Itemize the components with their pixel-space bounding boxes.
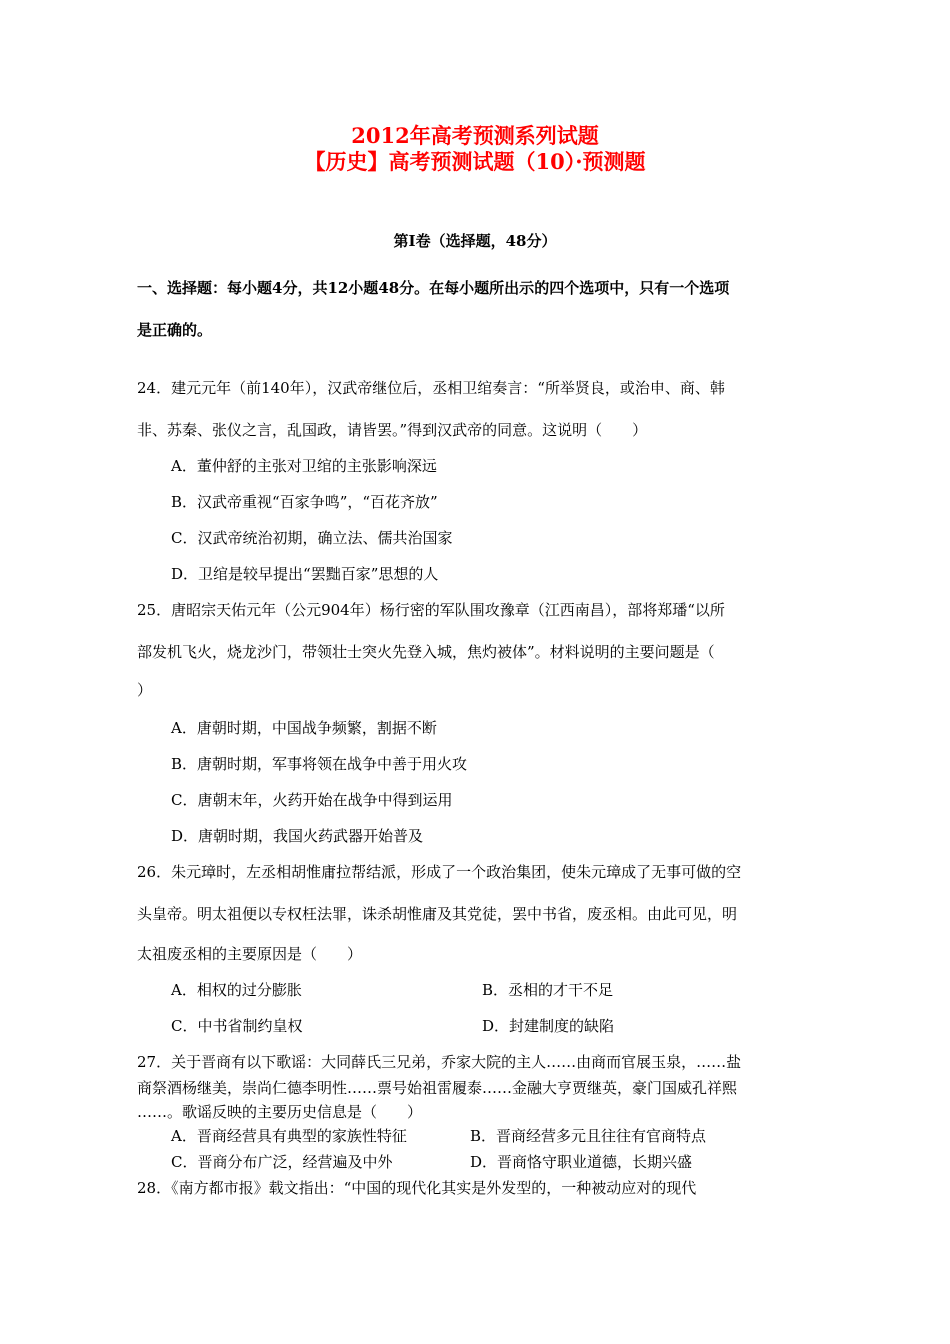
q25-option-c: C．唐朝末年，火药开始在战争中得到运用 bbox=[171, 791, 453, 809]
q24-option-d: D．卫绾是较早提出“罢黜百家”思想的人 bbox=[171, 565, 439, 583]
q26-option-a: A．相权的过分膨胀 bbox=[171, 981, 302, 999]
q26-stem-line-2: 头皇帝。明太祖便以专权枉法罪，诛杀胡惟庸及其党徒，罢中书省，废丞相。由此可见，明 bbox=[137, 905, 738, 923]
q25-stem-line-2: 部发机飞火，烧龙沙门，带领壮士突火先登入城，焦灼被体”。材料说明的主要问题是（ bbox=[137, 643, 715, 661]
q26-option-b: B．丞相的才干不足 bbox=[482, 981, 614, 999]
q24-stem-line-1: 24．建元元年（前140年），汉武帝继位后，丞相卫绾奏言：“所举贤良，或治申、商、韩 bbox=[137, 379, 725, 397]
section-title: 第Ⅰ卷（选择题，48分） bbox=[393, 232, 557, 250]
q25-option-b: B．唐朝时期，军事将领在战争中善于用火攻 bbox=[171, 755, 468, 773]
q24-option-b: B．汉武帝重视“百家争鸣”，“百花齐放” bbox=[171, 493, 438, 511]
q27-option-d: D．晋商恪守职业道德，长期兴盛 bbox=[470, 1153, 693, 1171]
document-title: 2012年高考预测系列试题 bbox=[351, 123, 599, 148]
q26-stem-line-3: 太祖废丞相的主要原因是（ ） bbox=[137, 945, 363, 963]
instruction-line-2: 是正确的。 bbox=[137, 321, 213, 339]
q27-stem-line-1: 27．关于晋商有以下歌谣：大同薛氏三兄弟，乔家大院的主人……由商而官展玉泉，……盐 bbox=[137, 1053, 742, 1071]
q24-stem-line-2: 非、苏秦、张仪之言，乱国政，请皆罢。”得到汉武帝的同意。这说明（ ） bbox=[137, 421, 648, 439]
q25-option-a: A．唐朝时期，中国战争频繁，割据不断 bbox=[171, 719, 437, 737]
q26-stem-line-1: 26．朱元璋时，左丞相胡惟庸拉帮结派，形成了一个政治集团，使朱元璋成了无事可做的空 bbox=[137, 863, 742, 881]
q28-stem-line-1: 28．《南方都市报》载文指出：“中国的现代化其实是外发型的，一种被动应对的现代 bbox=[137, 1179, 697, 1197]
q26-option-c: C．中书省制约皇权 bbox=[171, 1017, 303, 1035]
q25-stem-line-1: 25．唐昭宗天佑元年（公元904年）杨行密的军队围攻豫章（江西南昌），部将郑璠“以所 bbox=[137, 601, 725, 619]
q27-option-c: C．晋商分布广泛，经营遍及中外 bbox=[171, 1153, 393, 1171]
q27-option-a: A．晋商经营具有典型的家族性特征 bbox=[171, 1127, 407, 1145]
q25-stem-line-3: ） bbox=[137, 681, 153, 699]
q27-stem-line-3: ……。歌谣反映的主要历史信息是（ ） bbox=[137, 1103, 423, 1121]
q24-option-c: C．汉武帝统治初期，确立法、儒共治国家 bbox=[171, 529, 453, 547]
document-subtitle: 【历史】高考预测试题（10）·预测题 bbox=[304, 149, 646, 174]
q24-option-a: A．董仲舒的主张对卫绾的主张影响深远 bbox=[171, 457, 437, 475]
instruction-line-1: 一、选择题：每小题4分，共12小题48分。在每小题所出示的四个选项中，只有一个选项 bbox=[137, 279, 730, 297]
q27-option-b: B．晋商经营多元且往往有官商特点 bbox=[470, 1127, 707, 1145]
q26-option-d: D．封建制度的缺陷 bbox=[482, 1017, 615, 1035]
q25-option-d: D．唐朝时期，我国火药武器开始普及 bbox=[171, 827, 424, 845]
q27-stem-line-2: 商祭酒杨继美，崇尚仁德李明性……票号始祖雷履泰……金融大亨贾继英，豪门国威孔祥熙 bbox=[137, 1079, 738, 1097]
